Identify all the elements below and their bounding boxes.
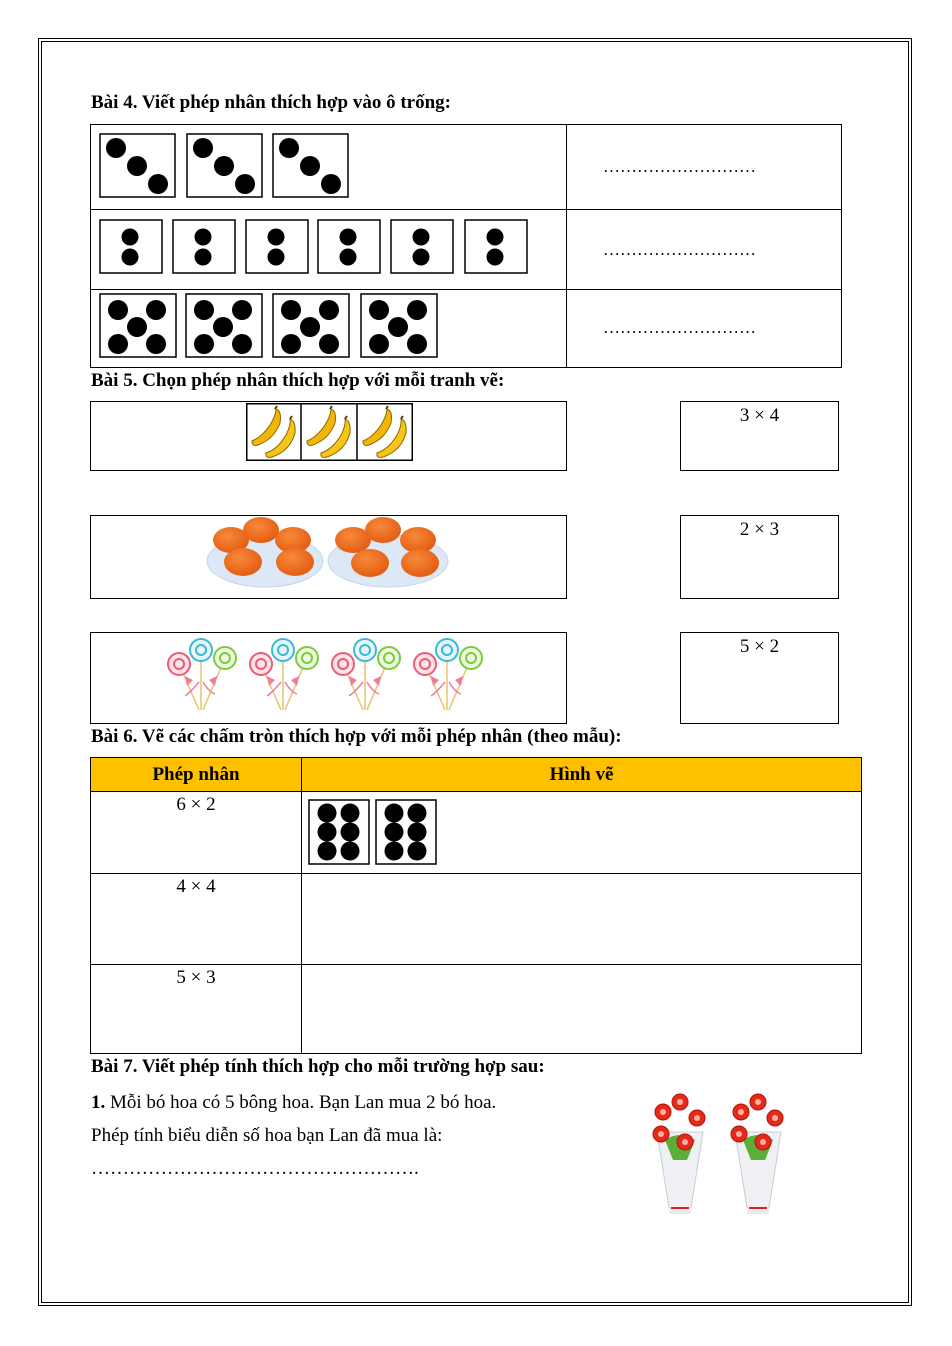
banana-icon xyxy=(246,403,413,461)
flower-bouquet-icon xyxy=(645,1090,795,1220)
bai6-table xyxy=(90,757,862,1054)
dice-two-group xyxy=(99,219,531,276)
dice-three-group xyxy=(99,133,349,199)
orange-plate-icon xyxy=(205,515,451,591)
six-dots-sample-icon xyxy=(308,799,440,867)
bai5-option-1[interactable] xyxy=(680,401,839,471)
bai7-item-number: 1. xyxy=(91,1092,106,1113)
bai6-row2-drawing[interactable] xyxy=(302,874,862,965)
bai5-option-3[interactable] xyxy=(680,632,839,724)
bai6-title: Bài 6. Vẽ các chấm tròn thích hợp với mỗi phép nhân (theo mẫu): xyxy=(91,726,622,747)
bai4-title: Bài 4. Viết phép nhân thích hợp vào ô trống: xyxy=(91,92,451,113)
bai4-answer-1[interactable]: ……………………… xyxy=(603,157,756,176)
bai6-header-multiplication: Phép nhân xyxy=(91,758,302,792)
bai5-option-1-text: 3 × 4 xyxy=(739,405,780,426)
bai4-answer-3[interactable]: ……………………… xyxy=(603,318,756,337)
lollipop-icon xyxy=(165,636,495,714)
dice-five-group xyxy=(99,293,441,359)
bai6-row1-drawing[interactable] xyxy=(302,792,862,874)
bai6-header-drawing: Hình vẽ xyxy=(302,758,862,792)
bai5-title: Bài 5. Chọn phép nhân thích hợp với mỗi tranh vẽ: xyxy=(91,370,505,391)
bai6-row3-expr: 5 × 3 xyxy=(91,965,302,1054)
bai7-item-1 xyxy=(91,1092,496,1114)
bai7-question: Phép tính biểu diễn số hoa bạn Lan đã mua là: xyxy=(91,1125,443,1146)
bai6-row1-expr: 6 × 2 xyxy=(91,792,302,874)
bai6-row2-expr: 4 × 4 xyxy=(91,874,302,965)
bai5-option-2-text: 2 × 3 xyxy=(739,519,780,540)
bai7-item-text: Mỗi bó hoa có 5 bông hoa. Bạn Lan mua 2 bó hoa. xyxy=(105,1092,497,1113)
bai4-answer-2[interactable]: ……………………… xyxy=(603,240,756,259)
bai5-option-3-text: 5 × 2 xyxy=(739,636,780,657)
bai7-answer-line[interactable]: ……………………………………………. xyxy=(91,1158,419,1179)
bai6-row3-drawing[interactable] xyxy=(302,965,862,1054)
bai7-title: Bài 7. Viết phép tính thích hợp cho mỗi trường hợp sau: xyxy=(91,1056,545,1077)
bai5-option-2[interactable] xyxy=(680,515,839,599)
